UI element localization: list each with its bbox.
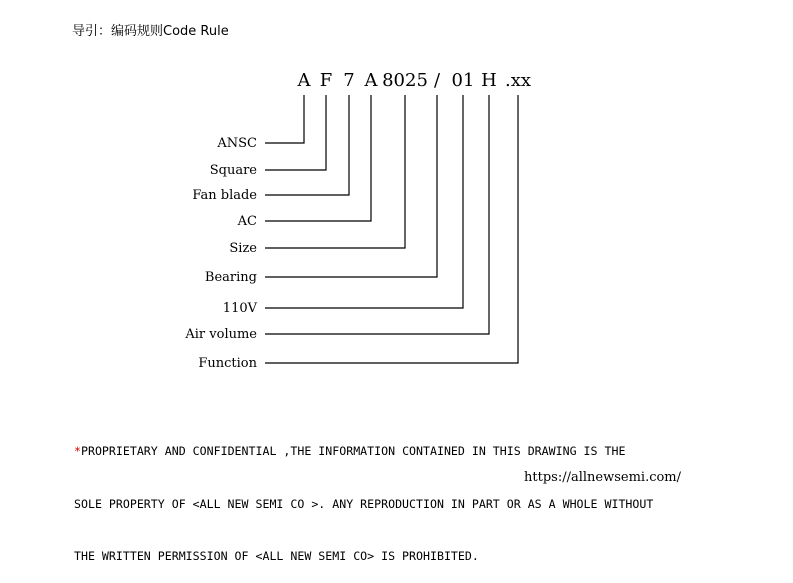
segment-label: Air volume <box>185 327 257 342</box>
code-char: .xx <box>504 70 532 91</box>
notice-line-2: SOLE PROPERTY OF <ALL NEW SEMI CO >. ANY REPRODUCTION IN PART OR AS A WHOLE WITHOUT <box>74 496 654 511</box>
website-url: https://allnewsemi.com/ <box>524 470 682 485</box>
code-char: / <box>433 70 441 91</box>
segment-connector <box>265 95 326 170</box>
segment-connector <box>265 95 405 248</box>
code-char: A <box>297 70 311 91</box>
code-char: 7 <box>343 70 355 91</box>
segment-label: AC <box>237 214 257 229</box>
code-char: 01 <box>451 70 475 91</box>
confidentiality-notice <box>74 408 653 583</box>
segment-label: Size <box>229 241 257 256</box>
segment-label: 110V <box>222 301 257 316</box>
segment-label: Fan blade <box>192 188 257 203</box>
code-char: F <box>319 70 333 91</box>
code-char: 8025 <box>382 70 428 91</box>
code-char: H <box>481 70 497 91</box>
page-heading: 导引：编码规则Code Rule <box>72 24 229 39</box>
segment-connector <box>265 95 304 143</box>
code-char: A <box>364 70 378 91</box>
segment-connector <box>265 95 518 363</box>
notice-asterisk: * <box>74 444 81 458</box>
notice-line-3: THE WRITTEN PERMISSION OF <ALL NEW SEMI CO> IS PROHIBITED. <box>74 549 479 563</box>
notice-line-1 <box>74 443 653 461</box>
segment-label: Bearing <box>204 270 257 285</box>
segment-connector <box>265 95 349 195</box>
segment-connector <box>265 95 371 221</box>
segment-connector <box>265 95 463 308</box>
notice-text-1: PROPRIETARY AND CONFIDENTIAL ,THE INFORMATION CONTAINED IN THIS DRAWING IS THE <box>80 444 626 458</box>
segment-connector <box>265 95 437 277</box>
segment-connector <box>265 95 489 334</box>
segment-label: Square <box>209 163 257 178</box>
segment-label: ANSC <box>217 136 257 151</box>
segment-label: Function <box>198 356 257 371</box>
